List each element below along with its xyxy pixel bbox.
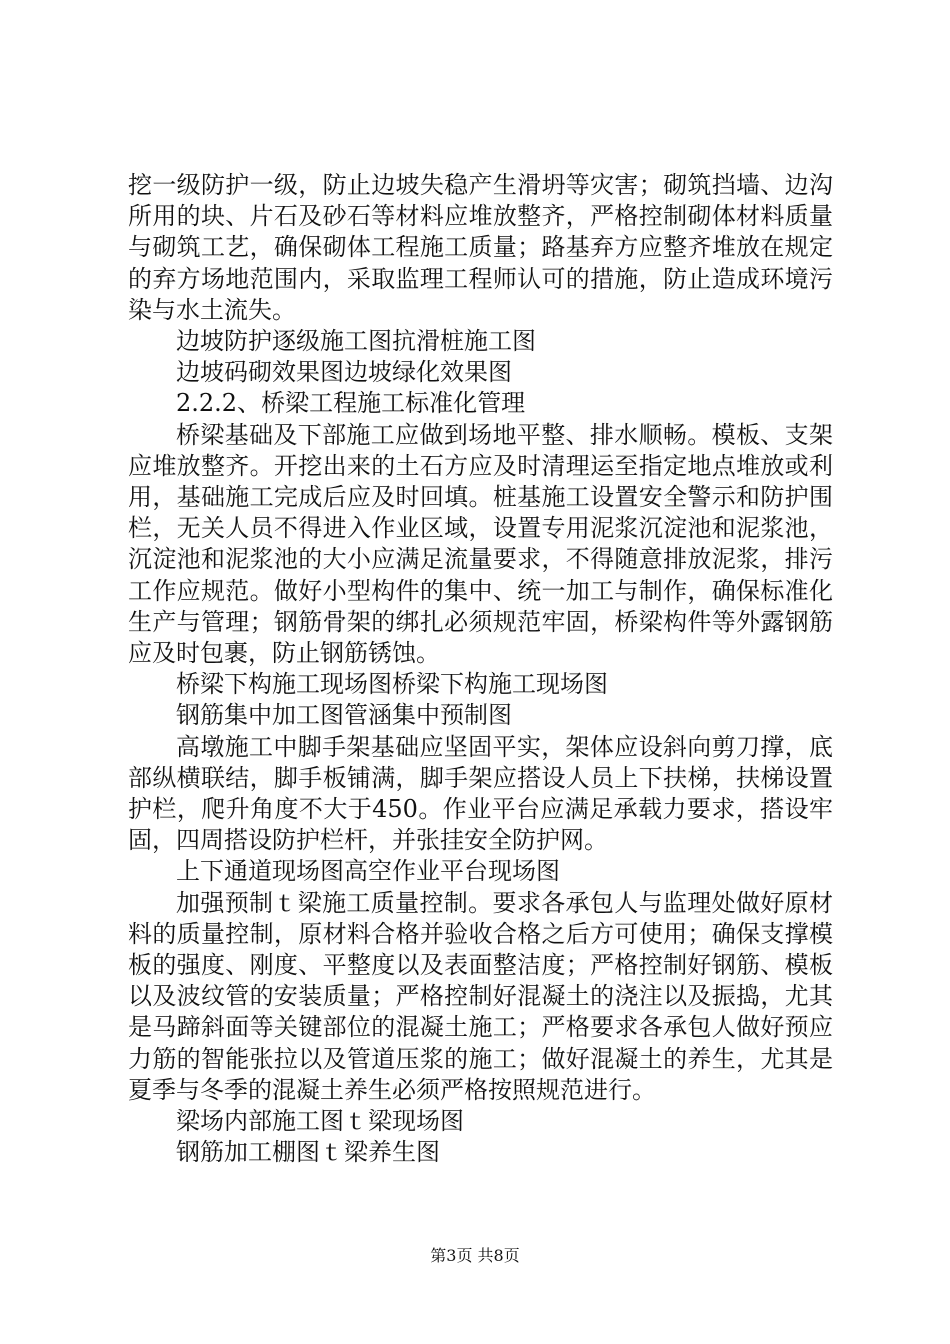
- page-number: 第3页 共8页: [430, 1246, 520, 1265]
- page-footer: [0, 1246, 950, 1266]
- figure-caption-line: 边坡防护逐级施工图抗滑桩施工图: [176, 327, 536, 356]
- body-text: [128, 170, 833, 1169]
- paragraph: 加强预制ｔ梁施工质量控制。要求各承包人与监理处做好原材料的质量控制，原材料合格并验收合格之后方可使用；确保支撑模板的强度、刚度、平整度以及表面整洁度；严格控制好钢筋、模板以及波纹管的安装质量；严格控制好混凝土的浇注以及振捣，尤其是马蹄斜面等关键部位的混凝土施工；严格要求各承包人做好预应力筋的智能张拉以及管道压浆的施工；做好混凝土的养生，尤其是夏季与冬季的混凝土养生必须严格按照规范进行。: [128, 888, 833, 1104]
- figure-caption-line: 桥梁下构施工现场图桥梁下构施工现场图: [176, 670, 608, 699]
- figure-caption-line: 钢筋加工棚图ｔ梁养生图: [176, 1138, 440, 1167]
- figure-caption-line: 上下通道现场图高空作业平台现场图: [176, 857, 560, 886]
- paragraph: 挖一级防护一级，防止边坡失稳产生滑坍等灾害；砌筑挡墙、边沟所用的块、片石及砂石等材料应堆放整齐，严格控制砌体材料质量与砌筑工艺，确保砌体工程施工质量；路基弃方应整齐堆放在规定的弃方场地范围内，采取监理工程师认可的措施，防止造成环境污染与水土流失。: [128, 171, 833, 324]
- paragraph: 高墩施工中脚手架基础应坚固平实，架体应设斜向剪刀撑，底部纵横联结，脚手板铺满，脚手架应搭设人员上下扶梯，扶梯设置护栏，爬升角度不大于450。作业平台应满足承载力要求，搭设牢固，四周搭设防护栏杆，并张挂安全防护网。: [128, 732, 833, 855]
- section-heading: 2.2.2、桥梁工程施工标准化管理: [176, 389, 526, 418]
- paragraph: 桥梁基础及下部施工应做到场地平整、排水顺畅。模板、支架应堆放整齐。开挖出来的土石方应及时清理运至指定地点堆放或利用，基础施工完成后应及时回填。桩基施工设置安全警示和防护围栏，无关人员不得进入作业区域，设置专用泥浆沉淀池和泥浆池，沉淀池和泥浆池的大小应满足流量要求，不得随意排放泥浆，排污工作应规范。做好小型构件的集中、统一加工与制作，确保标准化生产与管理；钢筋骨架的绑扎必须规范牢固，桥梁构件等外露钢筋应及时包裹，防止钢筋锈蚀。: [128, 420, 833, 668]
- figure-caption-line: 钢筋集中加工图管涵集中预制图: [176, 701, 512, 730]
- figure-caption-line: 梁场内部施工图ｔ梁现场图: [176, 1107, 464, 1136]
- figure-caption-line: 边坡码砌效果图边坡绿化效果图: [176, 358, 512, 387]
